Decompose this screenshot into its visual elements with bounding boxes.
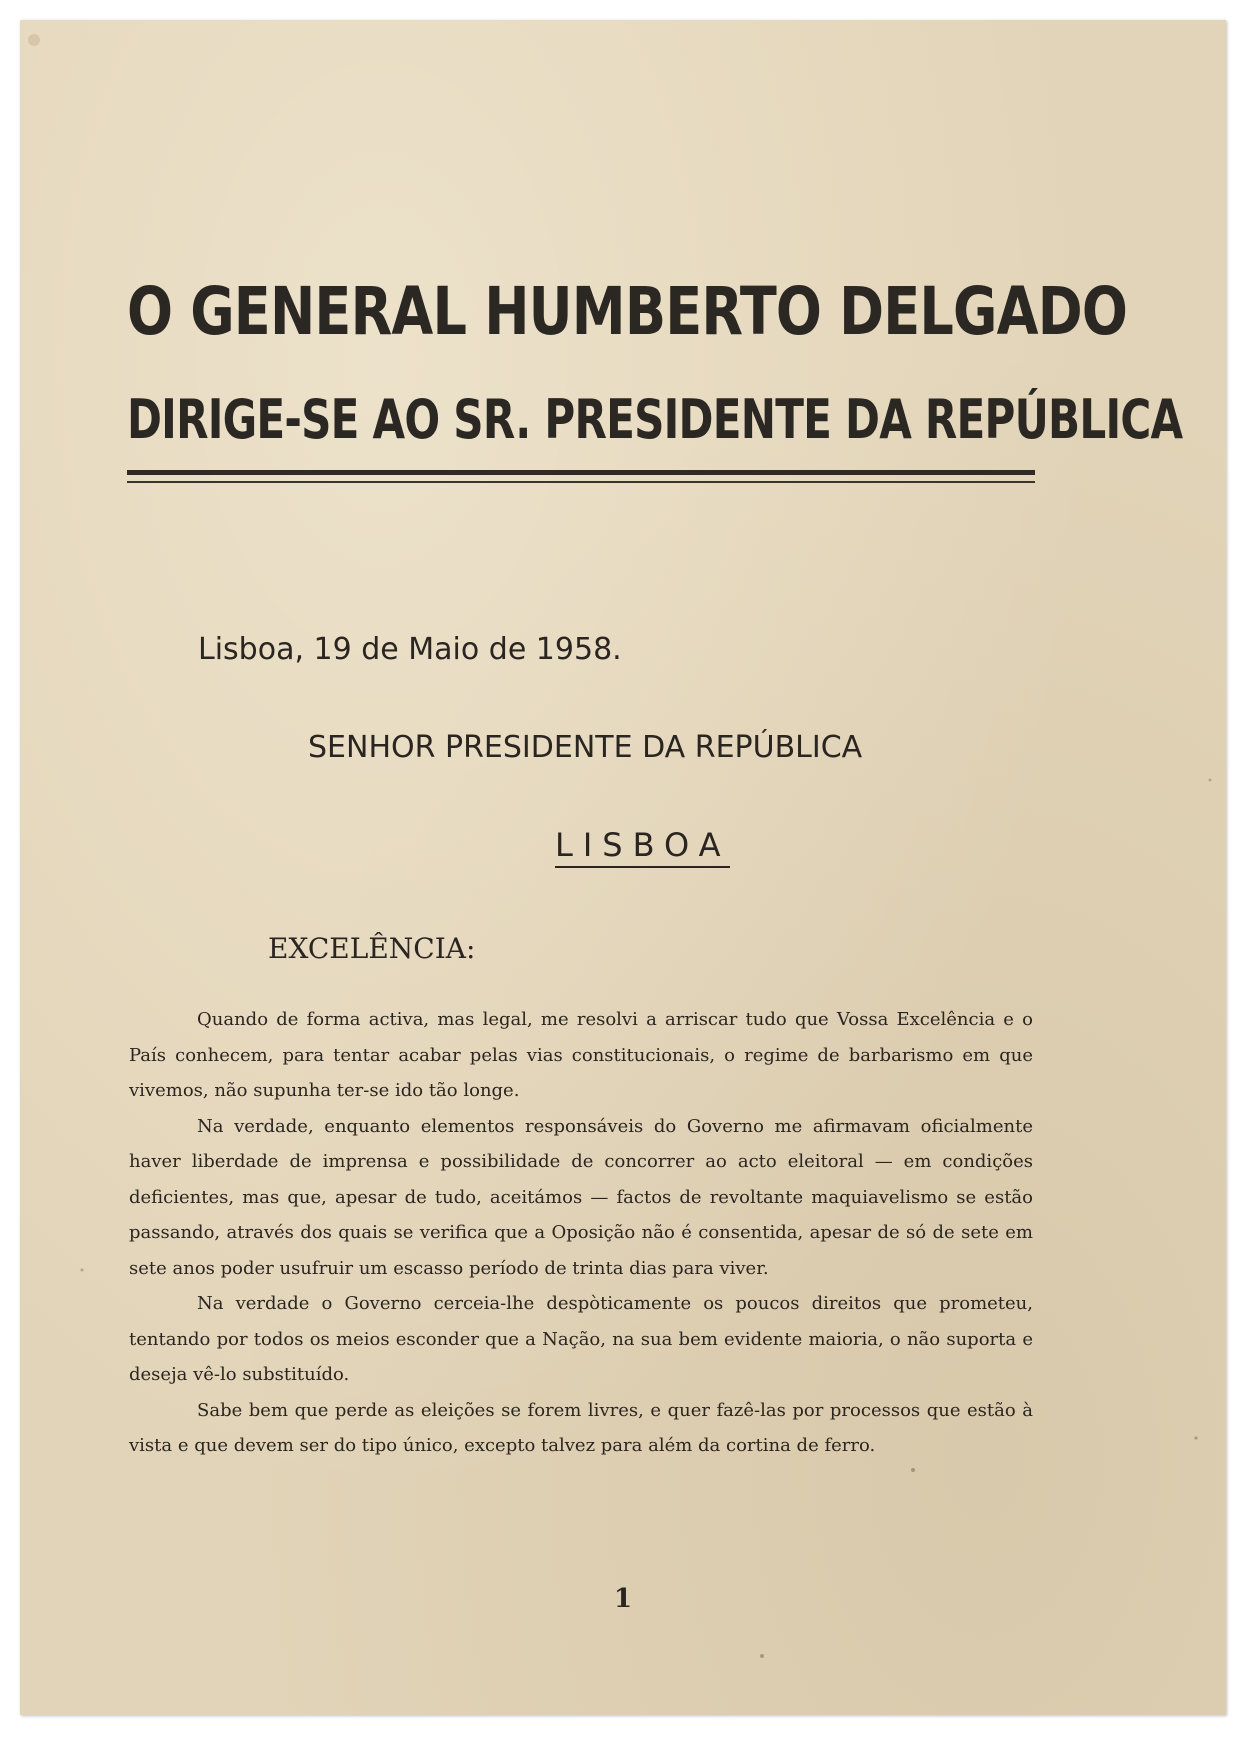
- paragraph: Quando de forma activa, mas legal, me resolvi a arriscar tudo que Vossa Excelência e o País conhecem, para tentar acabar pelas vias constitucionais, o regime de barbarismo em que vivemos, não supunha ter-se ido tão longe.: [129, 1009, 1033, 1101]
- paragraph: Na verdade, enquanto elementos responsáveis do Governo me afirmavam oficialmente haver liberdade de imprensa e possibilidade de concorrer ao acto eleitoral — em condições deficientes, mas que, apesar de tudo, aceitámos — factos de revoltante maquiavelismo se estão passando, através dos quais se verifica que a Oposição não é consentida, apesar de só de sete em sete anos poder usufruir um escasso período de trinta dias para viver.: [129, 1115, 1033, 1279]
- letter-recipient: SENHOR PRESIDENTE DA REPÚBLICA: [308, 730, 863, 765]
- letter-salutation: EXCELÊNCIA:: [268, 932, 476, 965]
- paragraph: Na verdade o Governo cerceia-lhe despòticamente os poucos direitos que prometeu, tentando por todos os meios esconder que a Nação, na sua bem evidente maioria, o não suporta e deseja vê-lo substituído.: [129, 1293, 1033, 1385]
- letter-date: Lisboa, 19 de Maio de 1958.: [198, 632, 622, 667]
- letter-city: LISBOA: [555, 825, 730, 868]
- subheadline: DIRIGE-SE AO SR. PRESIDENTE DA REPÚBLICA: [127, 388, 1183, 451]
- headline: O GENERAL HUMBERTO DELGADO: [127, 273, 1128, 350]
- title-rule-thin: [127, 481, 1035, 483]
- paragraph: Sabe bem que perde as eleições se forem livres, e quer fazê-las por processos que estão à vista e que devem ser do tipo único, excepto talvez para além da cortina de ferro.: [129, 1399, 1033, 1456]
- page-number: 1: [613, 1584, 633, 1614]
- document-page: [20, 20, 1226, 1715]
- title-rule-thick: [127, 470, 1035, 475]
- letter-body: [129, 1002, 1033, 1464]
